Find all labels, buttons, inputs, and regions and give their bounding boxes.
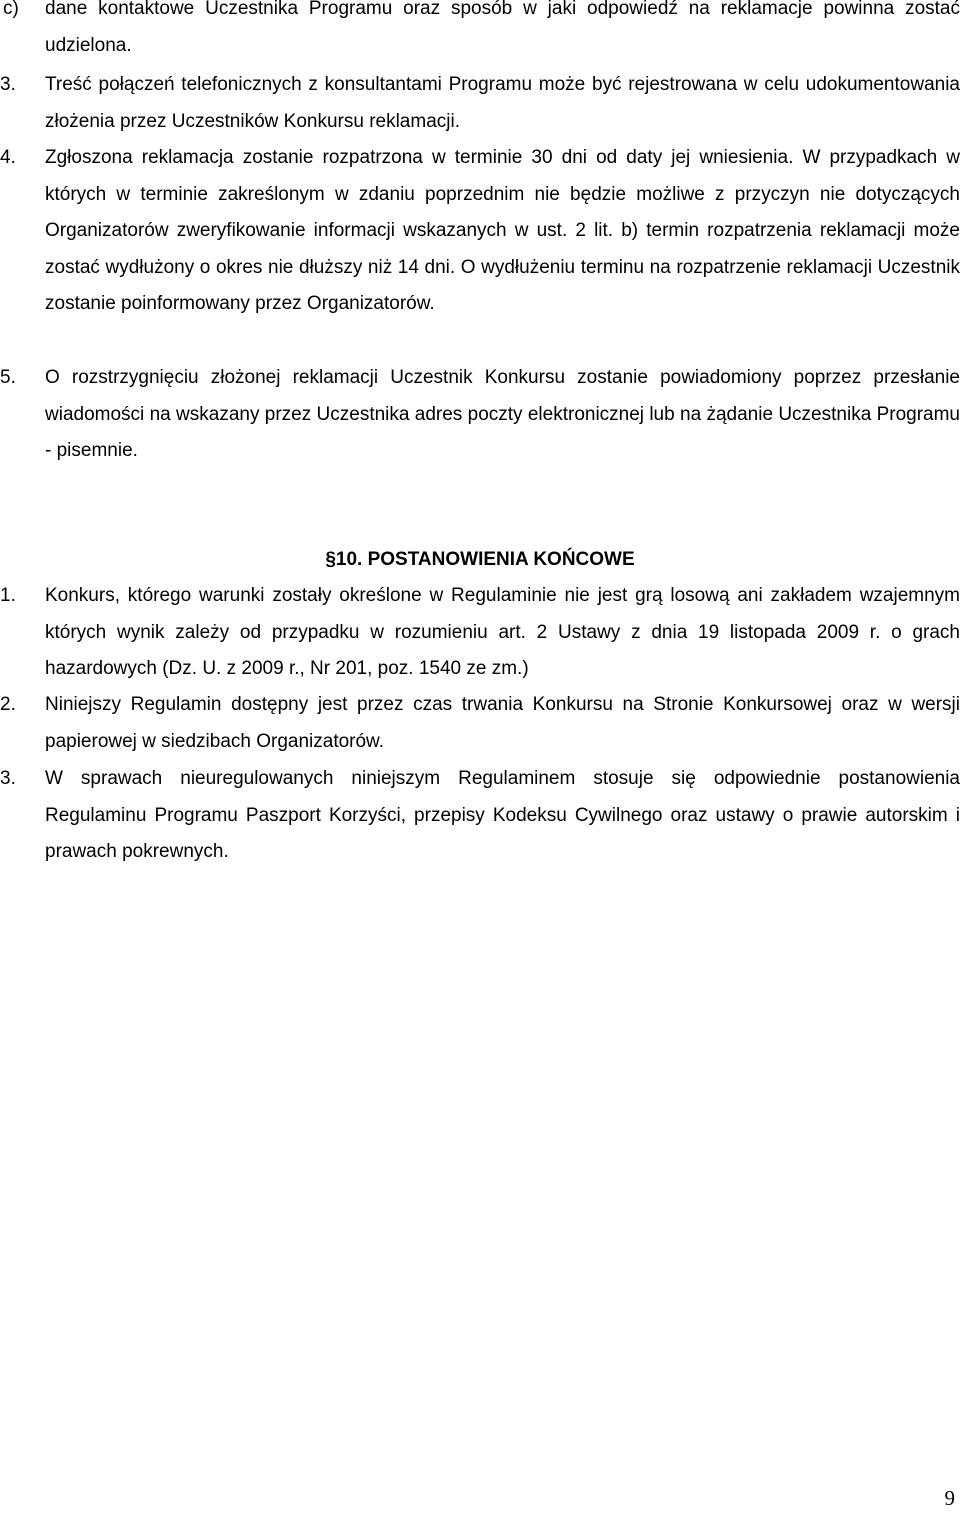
item-text: dane kontaktowe Uczestnika Programu oraz sposób w jaki odpowiedź na reklamacje powinna zostać udzielona. (45, 0, 960, 56)
item-text: Niniejszy Regulamin dostępny jest przez czas trwania Konkursu na Stronie Konkursowej oraz w wersji papierowej w siedzibach Organizatorów. (45, 694, 960, 752)
list-item-5 (0, 360, 960, 470)
section-heading (0, 542, 960, 579)
item-label: 4. (0, 147, 16, 168)
item-label: c) (3, 0, 19, 19)
list-item-3 (0, 67, 960, 140)
item-label: 3. (0, 74, 16, 95)
item-label: 1. (0, 585, 16, 606)
item-text: O rozstrzygnięciu złożonej reklamacji Uczestnik Konkursu zostanie powiadomiony poprzez przesłanie wiadomości na wskazany przez Uczestnika adres poczty elektronicznej lub na żądanie Uczestnika Programu - pisemnie. (45, 367, 960, 461)
item-label: 3. (0, 768, 16, 789)
list-item (0, 687, 960, 760)
page-number: 9 (944, 1486, 955, 1510)
item-text: W sprawach nieuregulowanych niniejszym Regulaminem stosuje się odpowiednie postanowienia Regulaminu Programu Paszport Korzyści, przepisy Kodeksu Cywilnego oraz ustawy o prawie autorskim i prawach pokrewnych. (45, 768, 960, 862)
item-text: Konkurs, którego warunki zostały określone w Regulaminie nie jest grą losową ani zakładem wzajemnym których wynik zależy od przypadku w rozumieniu art. 2 Ustawy z dnia 19 listopada 2009 r. o grach hazardowych (Dz. U. z 2009 r., Nr 201, poz. 1540 ze zm.) (45, 585, 960, 679)
list-item (0, 578, 960, 688)
item-label: 2. (0, 694, 16, 715)
item-label: 5. (0, 367, 16, 388)
list-item-4 (0, 140, 960, 323)
list-item-c (0, 0, 960, 64)
list-item (0, 761, 960, 871)
section-title: 10. POSTANOWIENIA KOŃCOWE (335, 549, 635, 570)
item-text: Treść połączeń telefonicznych z konsultantami Programu może być rejestrowana w celu udokumentowania złożenia przez Uczestników Konkursu reklamacji. (45, 74, 960, 132)
section-symbol: § (325, 549, 336, 570)
item-text: Zgłoszona reklamacja zostanie rozpatrzona w terminie 30 dni od daty jej wniesienia. W przypadkach w których w terminie zakreślonym w zdaniu poprzednim nie będzie możliwe z przyczyn nie dotyczących Organizatorów zweryfikowanie informacji wskazanych w ust. 2 lit. b) termin rozpatrzenia reklamacji może zostać wydłużony o okres nie dłuższy niż 14 dni. O wydłużeniu terminu na rozpatrzenie reklamacji Uczestnik zostanie poinformowany przez Organizatorów. (45, 147, 960, 314)
